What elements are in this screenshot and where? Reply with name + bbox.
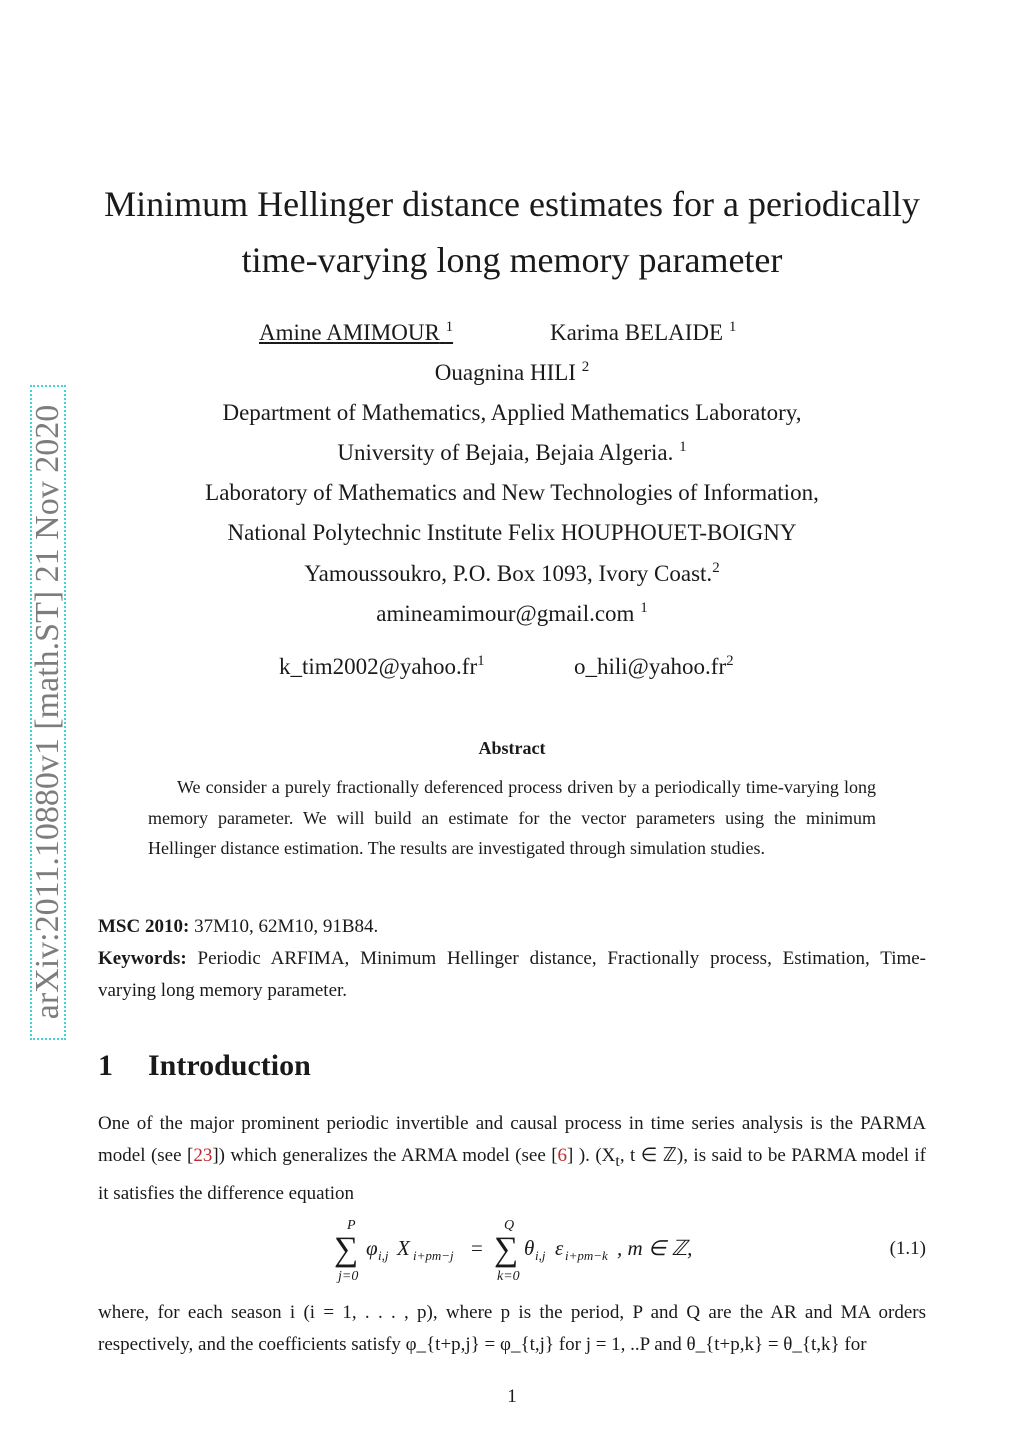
sum-lower-limit: k=0 <box>497 1269 520 1284</box>
arxiv-identifier[interactable]: arXiv:2011.10880v1 [math.ST] 21 Nov 2020 <box>29 404 66 1020</box>
x-subscript: i+pm−j <box>413 1248 454 1263</box>
intro-text: ]) which generalizes the ARMA model (see [ <box>212 1145 558 1166</box>
email-text: k_tim2002@yahoo.fr <box>279 654 478 679</box>
sum-upper-limit: P <box>347 1218 356 1233</box>
intro-text: , t ∈ ℤ), is said to be PARMA model if it satisfies the difference equation <box>98 1145 927 1204</box>
equation-tail: , m ∈ ℤ, <box>617 1236 693 1260</box>
author-belaide <box>550 320 736 346</box>
email-belaide[interactable] <box>279 654 485 680</box>
summation-icon: ∑ <box>494 1231 519 1268</box>
equation-number: (1.1) <box>889 1238 926 1259</box>
phi-subscript: i,j <box>378 1248 389 1263</box>
email-text: o_hili@yahoo.fr <box>574 654 727 679</box>
keywords-line <box>98 943 926 1007</box>
intro-paragraph-1 <box>98 1108 926 1210</box>
x-symbol: X <box>397 1236 410 1260</box>
epsilon-subscript: i+pm−k <box>565 1248 608 1263</box>
author-hili <box>0 361 1024 384</box>
epsilon-symbol: ε <box>555 1236 564 1260</box>
section-heading-introduction <box>98 1049 311 1083</box>
author-name: Karima BELAIDE <box>550 320 724 345</box>
section-title: Introduction <box>148 1049 311 1082</box>
abstract-body: We consider a purely fractionally deferenced process driven by a periodically time-varying long memory parameter. We will build an estimate for the vector parameters using the minimum Hellinger distance estimation. The results are investigated through simulation studies. <box>148 777 876 858</box>
page-number: 1 <box>507 1386 517 1407</box>
abstract-heading: Abstract <box>478 738 546 758</box>
author-amimour[interactable] <box>259 320 453 346</box>
theta-subscript: i,j <box>535 1248 546 1263</box>
affiliation-line-1: Department of Mathematics, Applied Mathematics Laboratory, <box>222 400 802 425</box>
email-hili[interactable] <box>574 654 734 680</box>
phi-symbol: φ <box>366 1236 378 1260</box>
email-mark: 1 <box>477 653 485 669</box>
msc-label: MSC 2010: <box>98 916 190 937</box>
msc-value: 37M10, 62M10, 91B84. <box>194 916 379 937</box>
sum-lower-limit: j=0 <box>338 1269 359 1284</box>
author-name: Ouagnina HILI <box>434 360 576 385</box>
affiliation-mark: 1 <box>679 439 687 455</box>
intro-text: One of the major prominent periodic invertible and causal process in time series analysis is the PARMA model (see [ <box>98 1113 926 1166</box>
summation-icon: ∑ <box>334 1231 359 1268</box>
sum-upper-limit: Q <box>504 1218 515 1233</box>
citation-link-6[interactable]: 6 <box>557 1145 568 1166</box>
citation-link-23[interactable]: 23 <box>193 1145 213 1166</box>
intro-text: ] ). (X <box>567 1145 616 1166</box>
affiliation-line-3: Laboratory of Mathematics and New Technologies of Information, <box>205 480 819 505</box>
equals-sign: = <box>471 1236 483 1260</box>
intro-paragraph-2: where, for each season i (i = 1, . . . , p), where p is the period, P and Q are the AR and MA orders respectively, and the coefficients satisfy φ_{t+p,j} = φ_{t,j} for j = 1, ..P and θ_{t+p,k} = θ_{t,k} for <box>98 1302 926 1355</box>
author-affiliation-mark: 1 <box>445 319 454 335</box>
author-affiliation-mark: 2 <box>581 359 590 375</box>
affiliation-line-2 <box>0 441 1024 464</box>
theta-symbol: θ <box>524 1236 535 1260</box>
affiliation-line-5 <box>0 562 1024 585</box>
email-text: amineamimour@gmail.com <box>376 601 635 626</box>
paper-title-line-1: Minimum Hellinger distance estimates for a periodically <box>104 184 920 224</box>
email-mark: 2 <box>726 653 734 669</box>
email-amimour[interactable] <box>0 602 1024 625</box>
affiliation-text: Yamoussoukro, P.O. Box 1093, Ivory Coast. <box>304 561 713 586</box>
email-mark: 1 <box>640 600 648 616</box>
msc-line <box>98 911 926 943</box>
affiliation-mark: 2 <box>712 560 720 576</box>
keywords-value: Periodic ARFIMA, Minimum Hellinger distance, Fractionally process, Estimation, Time-varying long memory parameter. <box>98 948 927 1001</box>
equation-1-1 <box>0 1212 1024 1292</box>
author-affiliation-mark: 1 <box>728 319 737 335</box>
keywords-label: Keywords: <box>98 948 187 969</box>
affiliation-text: University of Bejaia, Bejaia Algeria. <box>337 440 674 465</box>
affiliation-line-4: National Polytechnic Institute Felix HOUPHOUET-BOIGNY <box>227 520 797 545</box>
author-name: Amine AMIMOUR <box>259 320 440 345</box>
section-number: 1 <box>98 1049 113 1082</box>
subscript-t: t <box>615 1152 620 1170</box>
paper-title-line-2: time-varying long memory parameter <box>241 240 783 280</box>
